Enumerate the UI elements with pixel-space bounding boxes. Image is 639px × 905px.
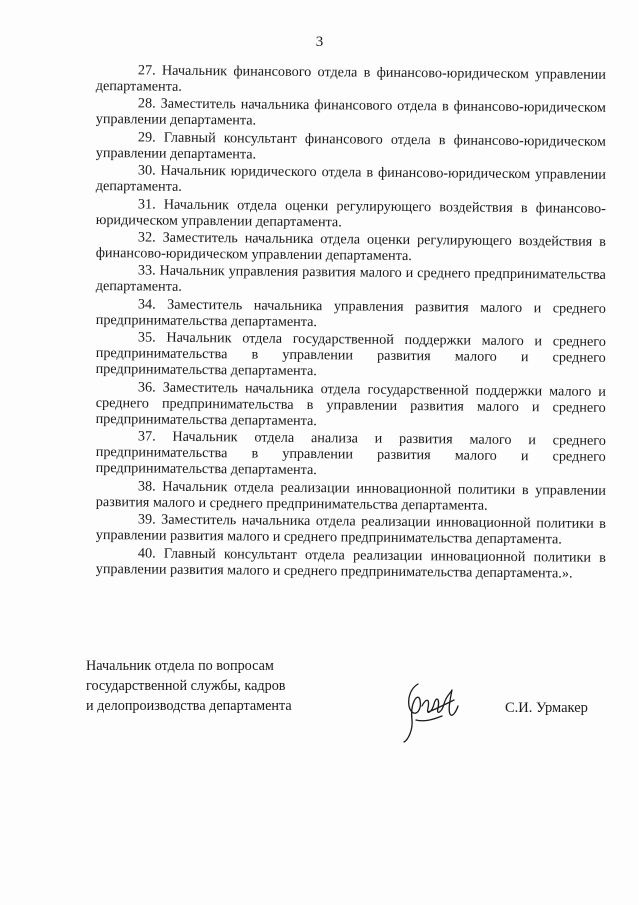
list-item: 32. Заместитель начальника отдела оценки регулирующего воздействия в финансово-юридическом управлении департамента. [95, 229, 606, 265]
list-item: 33. Начальник управления развития малого и среднего предпринимательства департамента. [95, 262, 606, 296]
list-item: 27. Начальник финансового отдела в финансово-юридическом управлении департамента. [95, 62, 606, 96]
list-item: 34. Заместитель начальника управления развития малого и среднего предпринимательства департамента. [95, 296, 606, 331]
list-item: 40. Главный консультант отдела реализации инновационной политики в управлении развития малого и среднего предпринимательства департамента.». [95, 545, 606, 582]
signer-name: С.И. Урмакер [505, 700, 588, 716]
position-list [95, 62, 606, 582]
list-item: 38. Начальник отдела реализации инновационной политики в управлении развития малого и среднего предпринимательства департамента. [95, 478, 606, 515]
list-item: 37. Начальник отдела анализа и развития малого и среднего предпринимательства в управлении развития малого и среднего предпринимательства департамента. [95, 428, 606, 479]
signatory-title-line: государственной службы, кадров [86, 678, 286, 694]
list-item: 35. Начальник отдела государственной поддержки малого и среднего предпринимательства в управлении развития малого и среднего предпринимательства департамента. [95, 329, 606, 380]
list-item: 29. Главный консультант финансового отдела в финансово-юридическом управлении департамента. [95, 129, 606, 163]
list-item: 36. Заместитель начальника отдела государственной поддержки малого и среднего предпринимательства в управлении развития малого и среднего предпринимательства департамента. [95, 379, 606, 430]
signatory-title-line: и делопроизводства департамента [86, 698, 292, 714]
list-item: 28. Заместитель начальника финансового отдела в финансово-юридическом управлении департамента. [95, 95, 606, 130]
signatory-title-line: Начальник отдела по вопросам [86, 658, 274, 674]
list-item: 30. Начальник юридического отдела в финансово-юридическом управлении департамента. [95, 162, 606, 196]
signatory-title [86, 656, 316, 716]
list-item: 31. Начальник отдела оценки регулирующего воздействия в финансово-юридическом управлении департамента. [95, 196, 606, 231]
list-item: 39. Заместитель начальника отдела реализации инновационной политики в управлении развития малого и среднего предпринимательства департамента. [95, 511, 606, 549]
handwritten-signature [398, 676, 464, 746]
page-number: 3 [315, 34, 324, 50]
